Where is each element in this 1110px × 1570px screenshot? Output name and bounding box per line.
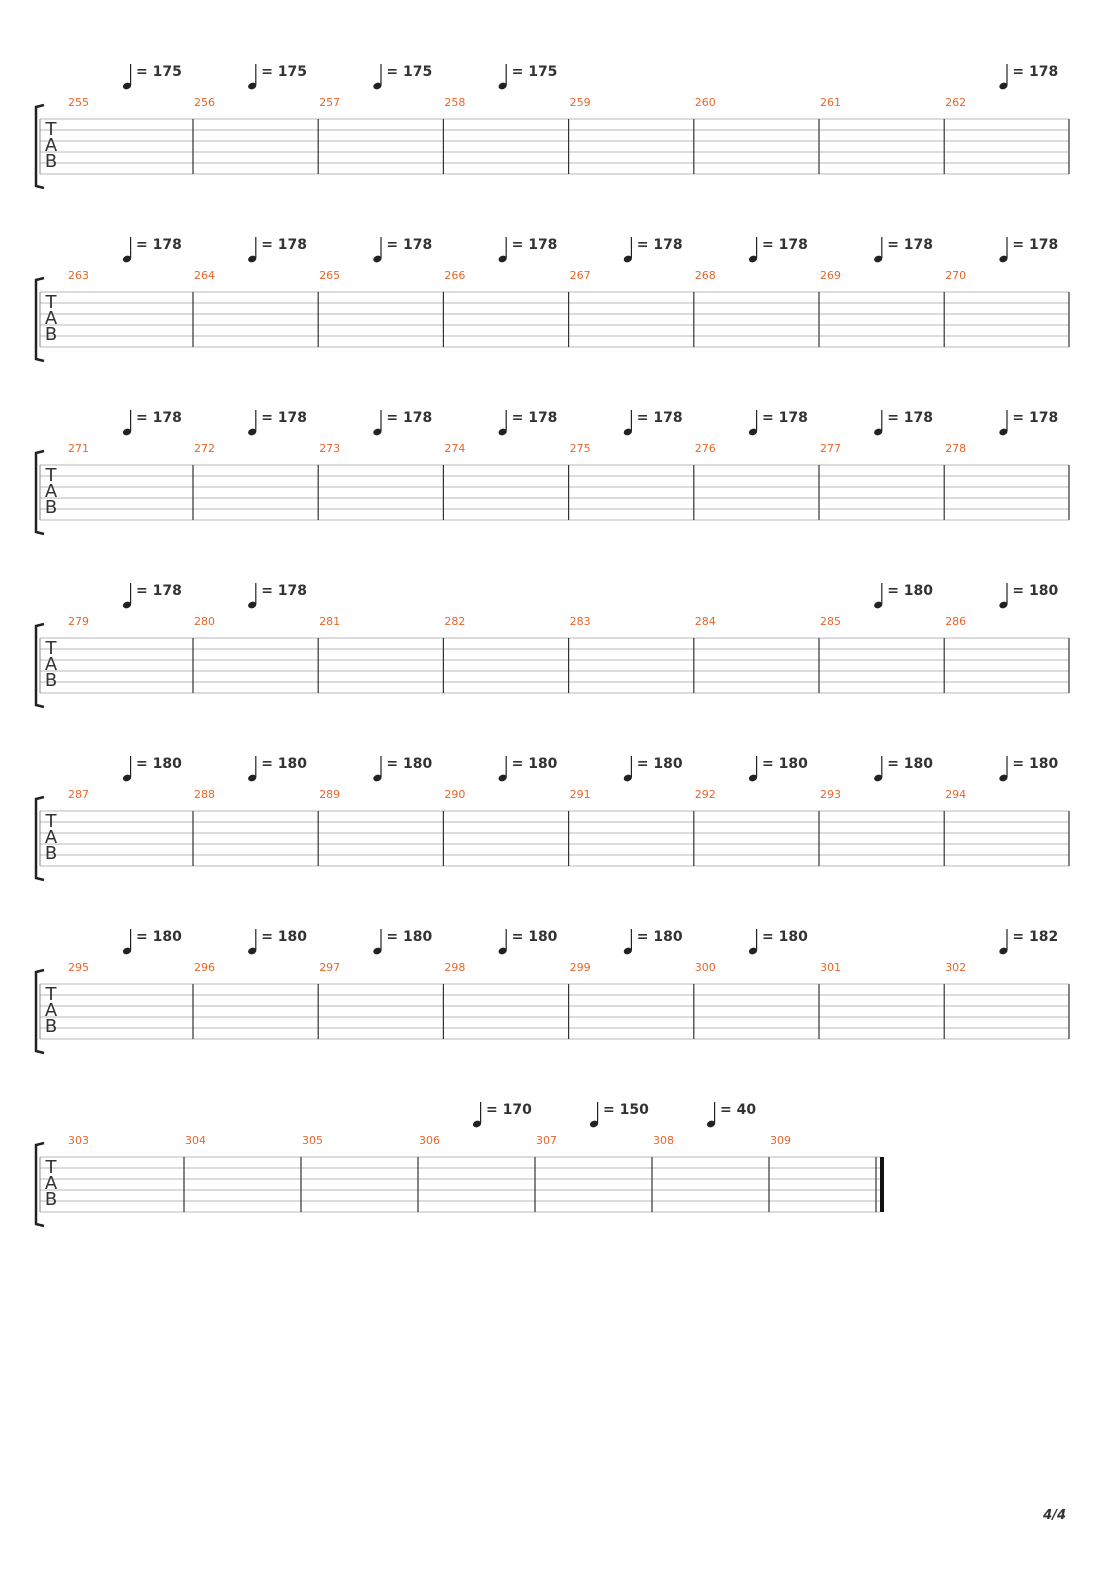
measure-number: 289	[319, 788, 341, 801]
tempo-marking: = 175	[511, 64, 558, 80]
tab-clef-letter: A	[44, 135, 58, 156]
measure-number: 286	[945, 615, 967, 628]
tempo-marking: = 180	[887, 756, 934, 772]
measure-number: 263	[68, 269, 89, 282]
measure-number: 305	[302, 1134, 323, 1147]
tab-clef-letter: B	[44, 1016, 58, 1037]
measure-number: 283	[569, 615, 591, 628]
tempo-marking: = 178	[511, 237, 558, 253]
tempo-marking: = 178	[386, 410, 433, 426]
measure-number: 307	[536, 1134, 557, 1147]
tab-clef-letter: T	[45, 638, 57, 659]
measure-number: 308	[653, 1134, 674, 1147]
measure-number: 270	[945, 269, 967, 282]
tempo-marking: = 178	[261, 237, 308, 253]
tab-clef-letter: T	[45, 119, 57, 140]
tempo-marking: = 178	[887, 237, 934, 253]
measure-number: 256	[194, 96, 215, 109]
measure-number: 277	[820, 442, 841, 455]
tempo-marking: = 180	[636, 929, 683, 945]
tab-clef-letter: A	[44, 654, 58, 675]
tempo-marking: = 178	[261, 410, 308, 426]
measure-number: 287	[68, 788, 89, 801]
tempo-marking: = 180	[136, 756, 182, 772]
tab-clef-letter: T	[45, 292, 57, 313]
tempo-marking: = 178	[136, 583, 182, 599]
tempo-marking: = 178	[762, 237, 808, 253]
tab-clef-letter: T	[45, 1157, 57, 1178]
measure-number: 282	[444, 615, 466, 628]
measure-number: 279	[68, 615, 89, 628]
measure-number: 303	[68, 1134, 89, 1147]
measure-number: 262	[945, 96, 967, 109]
measure-number: 264	[194, 269, 215, 282]
tab-clef-letter: A	[44, 1000, 58, 1021]
measure-number: 290	[444, 788, 466, 801]
measure-number: 296	[194, 961, 215, 974]
measure-number: 294	[945, 788, 967, 801]
measure-number: 261	[820, 96, 841, 109]
tempo-marking: = 178	[1012, 410, 1059, 426]
measure-number: 284	[694, 615, 716, 628]
measure-number: 260	[694, 96, 716, 109]
tempo-marking: = 180	[511, 929, 558, 945]
measure-number: 274	[444, 442, 466, 455]
measure-number: 281	[319, 615, 341, 628]
tab-clef-letter: A	[44, 1173, 58, 1194]
tab-clef-letter: T	[45, 811, 57, 832]
measure-number: 267	[569, 269, 591, 282]
measure-number: 273	[319, 442, 341, 455]
measure-number: 309	[770, 1134, 791, 1147]
tab-clef-letter: B	[44, 151, 58, 172]
tab-clef-letter: B	[44, 324, 58, 345]
measure-number: 299	[569, 961, 591, 974]
tempo-marking: = 180	[261, 929, 308, 945]
tempo-marking: = 178	[136, 410, 182, 426]
tempo-marking: = 180	[136, 929, 182, 945]
tempo-marking: = 180	[1012, 583, 1059, 599]
measure-number: 266	[444, 269, 466, 282]
tempo-marking: = 178	[636, 237, 683, 253]
tempo-marking: = 180	[386, 756, 433, 772]
tempo-marking: = 182	[1012, 929, 1059, 945]
measure-number: 272	[194, 442, 215, 455]
tempo-marking: = 180	[762, 756, 808, 772]
measure-number: 269	[820, 269, 841, 282]
measure-number: 280	[194, 615, 215, 628]
measure-number: 265	[319, 269, 341, 282]
measure-number: 259	[569, 96, 591, 109]
tempo-marking: = 180	[386, 929, 433, 945]
measure-number: 297	[319, 961, 341, 974]
measure-number: 293	[820, 788, 841, 801]
tempo-marking: = 180	[636, 756, 683, 772]
measure-number: 301	[820, 961, 841, 974]
measure-number: 300	[694, 961, 716, 974]
tempo-marking: = 180	[261, 756, 308, 772]
measure-number: 258	[444, 96, 466, 109]
tab-clef-letter: B	[44, 843, 58, 864]
tempo-marking: = 170	[486, 1102, 532, 1118]
measure-number: 285	[820, 615, 841, 628]
tab-clef-letter: A	[44, 308, 58, 329]
measure-number: 298	[444, 961, 466, 974]
tab-clef-letter: B	[44, 497, 58, 518]
tempo-marking: = 175	[261, 64, 308, 80]
tempo-marking: = 40	[720, 1102, 757, 1118]
measure-number: 278	[945, 442, 967, 455]
measure-number: 275	[569, 442, 591, 455]
tempo-marking: = 180	[762, 929, 808, 945]
tab-clef-letter: B	[44, 670, 58, 691]
measure-number: 304	[185, 1134, 206, 1147]
tempo-marking: = 178	[136, 237, 182, 253]
tab-clef-letter: T	[45, 465, 57, 486]
tab-clef-letter: B	[44, 1189, 58, 1210]
measure-number: 288	[194, 788, 215, 801]
tempo-marking: = 178	[1012, 64, 1059, 80]
measure-number: 295	[68, 961, 89, 974]
tempo-marking: = 178	[636, 410, 683, 426]
tab-clef-letter: A	[44, 481, 58, 502]
tab-clef-letter: T	[45, 984, 57, 1005]
tempo-marking: = 150	[603, 1102, 649, 1118]
tempo-marking: = 180	[1012, 756, 1059, 772]
measure-number: 268	[694, 269, 716, 282]
measure-number: 257	[319, 96, 341, 109]
tempo-marking: = 178	[511, 410, 558, 426]
measure-number: 291	[569, 788, 591, 801]
measure-number: 306	[419, 1134, 440, 1147]
measure-number: 292	[694, 788, 716, 801]
measure-number: 255	[68, 96, 89, 109]
tempo-marking: = 178	[261, 583, 308, 599]
tempo-marking: = 178	[762, 410, 808, 426]
measure-number: 276	[694, 442, 716, 455]
measure-number: 302	[945, 961, 967, 974]
tab-clef-letter: A	[44, 827, 58, 848]
tempo-marking: = 178	[887, 410, 934, 426]
tempo-marking: = 175	[136, 64, 182, 80]
tempo-marking: = 178	[386, 237, 433, 253]
tempo-marking: = 180	[511, 756, 558, 772]
page-number: 4/4	[1043, 1508, 1066, 1523]
measure-number: 271	[68, 442, 89, 455]
tempo-marking: = 175	[386, 64, 433, 80]
tempo-marking: = 178	[1012, 237, 1059, 253]
tempo-marking: = 180	[887, 583, 934, 599]
